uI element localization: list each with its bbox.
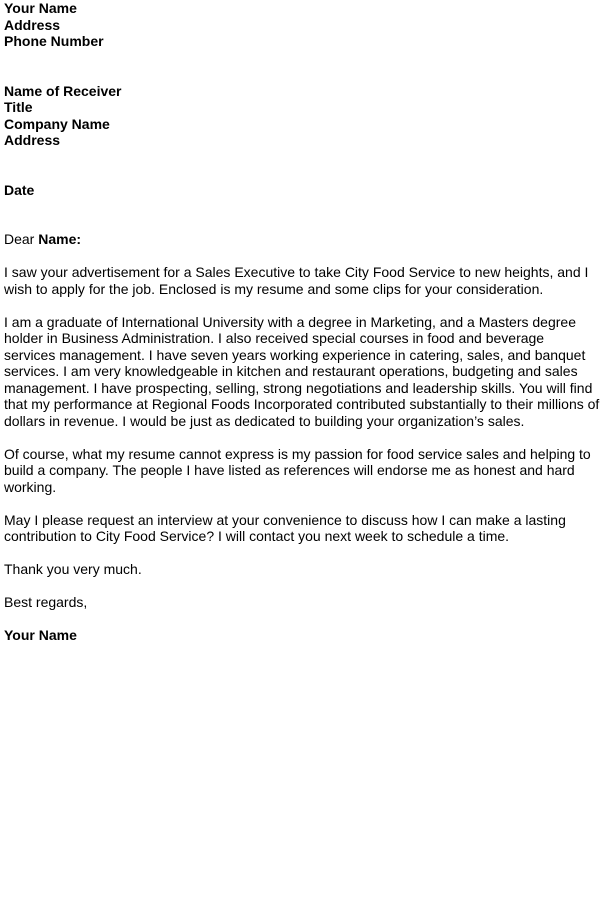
date: Date	[4, 181, 35, 198]
paragraph-line: contribution to City Food Service? I will contact you next week to schedule a time.	[4, 528, 510, 544]
paragraph-line: working.	[4, 478, 57, 495]
salutation	[4, 231, 616, 248]
sender-block	[4, 0, 616, 50]
closing: Best regards,	[4, 594, 88, 610]
receiver-address: Address	[4, 132, 61, 148]
sender-address: Address	[4, 16, 61, 33]
paragraph-3	[4, 446, 616, 496]
paragraph-line: May I please request an interview at your convenience to discuss how I can make a lasting	[4, 511, 566, 528]
receiver-company: Company Name	[4, 115, 110, 132]
paragraph-line: holder in Business Administration. I also received special courses in food and beverage	[4, 330, 545, 346]
paragraph-line: dollars in revenue. I would be just as dedicated to building your organization’s sales.	[4, 412, 525, 429]
paragraph-line: management. I have prospecting, selling, strong negotiations and leadership skills. You will find	[4, 379, 593, 396]
paragraph-line: Of course, what my resume cannot express is my passion for food service sales and helping to	[4, 445, 591, 462]
paragraph-line: build a company. The people I have listed as references will endorse me as honest and hard	[4, 462, 575, 478]
paragraph-5	[4, 561, 616, 578]
paragraph-1	[4, 264, 616, 297]
signature: Your Name	[4, 627, 77, 643]
paragraph-4	[4, 512, 616, 545]
receiver-name: Name of Receiver	[4, 82, 122, 99]
paragraph-line: Thank you very much.	[4, 561, 142, 577]
paragraph-line: services management. I have seven years working experience in catering, sales, and banquet	[4, 346, 586, 363]
salutation-prefix: Dear	[4, 231, 39, 247]
paragraph-2	[4, 314, 616, 430]
paragraph-line: I am a graduate of International University with a degree in Marketing, and a Masters degree	[4, 313, 576, 330]
receiver-title: Title	[4, 99, 33, 115]
paragraph-line: services. I am very knowledgeable in kitchen and restaurant operations, budgeting and sales	[4, 363, 578, 379]
cover-letter	[4, 0, 616, 644]
receiver-block	[4, 83, 616, 149]
paragraph-line: wish to apply for the job. Enclosed is my resume and some clips for your consideration.	[4, 280, 544, 297]
sender-phone: Phone Number	[4, 33, 104, 49]
paragraph-line: I saw your advertisement for a Sales Executive to take City Food Service to new heights, and I	[4, 264, 589, 280]
sender-name: Your Name	[4, 0, 77, 16]
salutation-name: Name:	[38, 231, 82, 247]
paragraph-line: that my performance at Regional Foods Incorporated contributed substantially to their millions of	[4, 396, 600, 412]
